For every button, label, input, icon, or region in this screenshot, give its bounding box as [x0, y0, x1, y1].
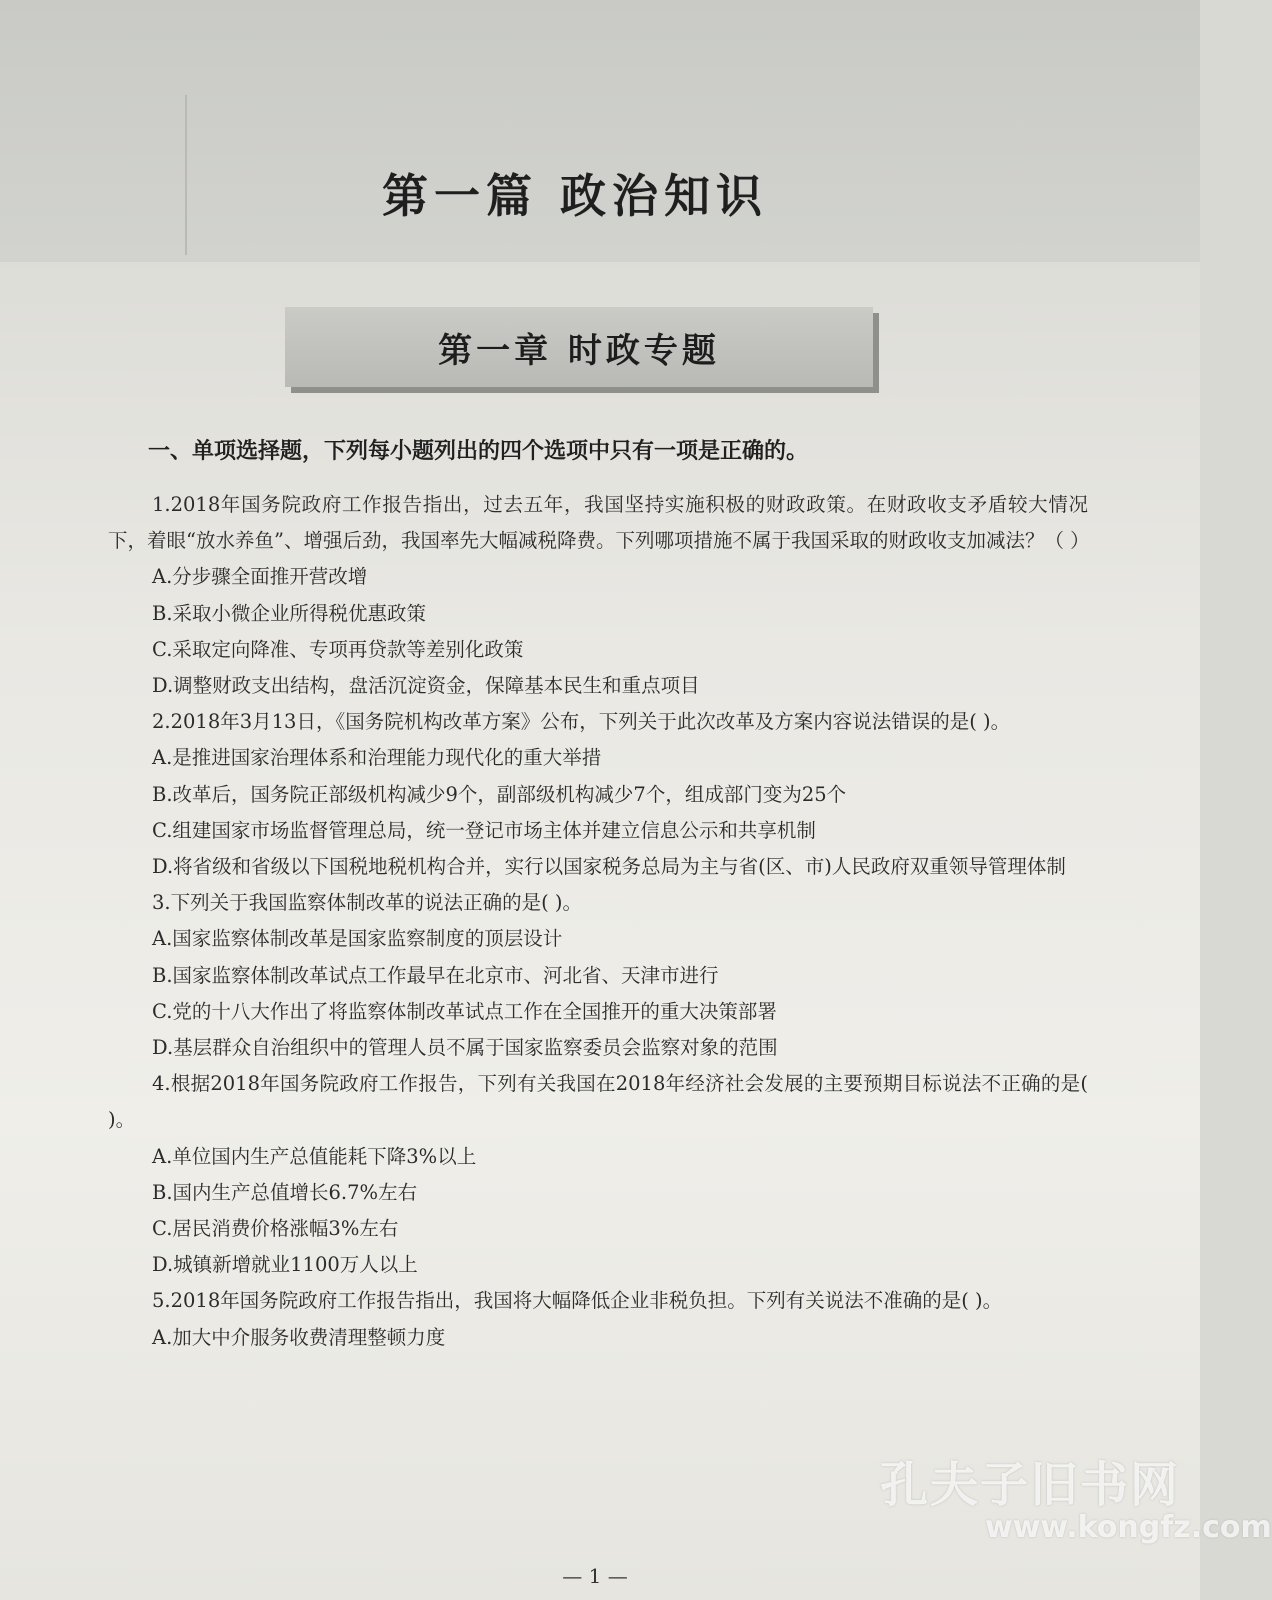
question-stem: 1.2018年国务院政府工作报告指出，过去五年，我国坚持实施积极的财政政策。在财政收支矛盾较大情况下，着眼“放水养鱼”、增强后劲，我国率先大幅减税降费。下列哪项措施不属于我国采取的财政收支加减法？（ ） [108, 493, 1090, 553]
option-a: A.国家监察体制改革是国家监察制度的顶层设计 [152, 927, 563, 951]
option-d: D.城镇新增就业1100万人以上 [152, 1253, 418, 1277]
section-heading: 一、单项选择题，下列每小题列出的四个选项中只有一项是正确的。 [148, 439, 809, 464]
option-c: C.党的十八大作出了将监察体制改革试点工作在全国推开的重大决策部署 [152, 999, 777, 1023]
chapter-banner [285, 307, 873, 387]
watermark-text: 孔夫子旧书网 [880, 1457, 1181, 1513]
option-c: C.组建国家市场监督管理总局，统一登记市场主体并建立信息公示和共享机制 [152, 818, 816, 842]
option-a: A.是推进国家治理体系和治理能力现代化的重大举措 [152, 746, 602, 770]
question-stem: 4.根据2018年国务院政府工作报告，下列有关我国在2018年经济社会发展的主要预期目标说法不正确的是( )。 [108, 1072, 1088, 1132]
question-5 [108, 1283, 1088, 1355]
question-4 [108, 1066, 1088, 1283]
part-title: 第一篇 政治知识 [381, 169, 768, 223]
option-a: A.单位国内生产总值能耗下降3%以上 [152, 1144, 477, 1168]
option-c: C.采取定向降准、专项再贷款等差别化政策 [152, 637, 524, 661]
question-stem: 2.2018年3月13日，《国务院机构改革方案》公布，下列关于此次改革及方案内容说法错误的是( )。 [152, 710, 1011, 734]
option-d: D.将省级和省级以下国税地税机构合并，实行以国家税务总局为主与省(区、市)人民政府双重领导管理体制 [152, 855, 1066, 879]
option-b: B.采取小微企业所得税优惠政策 [152, 601, 427, 625]
question-2 [108, 704, 1088, 885]
chapter-title: 第一章 时政专题 [438, 330, 720, 371]
option-b: B.改革后，国务院正部级机构减少9个，副部级机构减少7个，组成部门变为25个 [152, 782, 847, 806]
option-a: A.分步骤全面推开营改增 [152, 565, 368, 589]
option-c: C.居民消费价格涨幅3%左右 [152, 1217, 399, 1241]
option-d: D.基层群众自治组织中的管理人员不属于国家监察委员会监察对象的范围 [152, 1036, 778, 1060]
question-stem: 5.2018年国务院政府工作报告指出，我国将大幅降低企业非税负担。下列有关说法不准确的是( )。 [152, 1289, 1003, 1313]
question-3 [108, 885, 1088, 1066]
option-d: D.调整财政支出结构，盘活沉淀资金，保障基本民生和重点项目 [152, 674, 700, 698]
page-number: — 1 — [562, 1564, 628, 1588]
question-stem: 3.下列关于我国监察体制改革的说法正确的是( )。 [152, 891, 583, 915]
option-b: B.国家监察体制改革试点工作最早在北京市、河北省、天津市进行 [152, 963, 719, 987]
question-1 [108, 487, 1088, 704]
option-a: A.加大中介服务收费清理整顿力度 [152, 1325, 446, 1349]
question-list [108, 487, 1088, 1356]
option-b: B.国内生产总值增长6.7%左右 [152, 1180, 418, 1204]
watermark-url: www.kongfz.com [985, 1510, 1272, 1545]
